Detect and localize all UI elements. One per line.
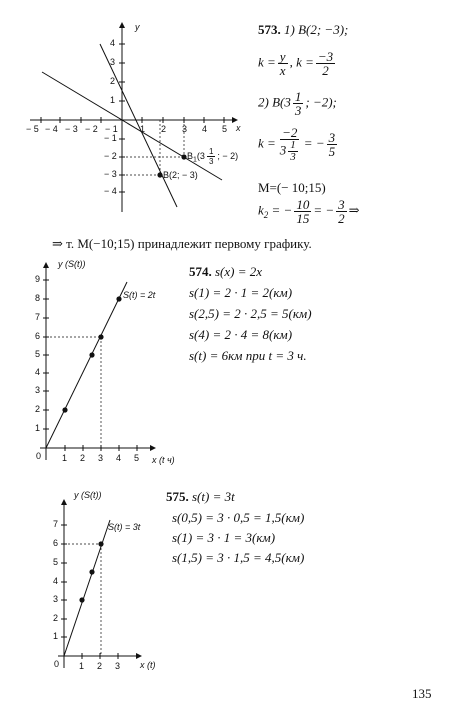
graph574-x-label: x (t ч) [152,455,175,465]
problem-573-conclusion: ⇒ т. M(−10;15) принадлежит первому графику. [52,236,312,251]
y-tick-m2: − 2 [104,151,117,161]
x-tick-1: 1 [140,124,146,134]
y-tick-m3: − 3 [104,169,117,179]
y575-7: 7 [53,519,59,529]
y575-5: 5 [53,557,59,567]
y574-3: 3 [35,385,41,395]
y575-1: 1 [53,631,59,641]
y575-6: 6 [53,538,59,548]
x574-1: 1 [62,453,68,463]
point-b-label: B(2; − 3) [163,170,198,180]
x575-3: 3 [115,661,121,671]
problem-574-line2: s(1) = 2 · 1 = 2(км) [189,285,293,300]
y-tick-4: 4 [110,38,116,48]
x-tick-m3: − 3 [65,124,78,134]
y-tick-3: 3 [110,57,116,67]
x574-5: 5 [134,453,140,463]
y574-8: 8 [35,293,41,303]
problem-573-k-formula: k = $\frac{y}{x}$ , k = $\frac{-3}{2}$ [258,49,334,78]
y574-0: 0 [36,451,42,461]
x-tick-4: 4 [202,124,208,134]
line-s3t [64,520,110,656]
page-number: 135 [412,686,432,701]
x575-2: 2 [97,661,103,671]
problem-574-line3: s(2,5) = 2 · 2,5 = 5(км) [189,306,312,321]
y575-3: 3 [53,594,59,604]
problem-575-line4: s(1,5) = 3 · 1,5 = 4,5(км) [172,550,305,565]
x-tick-3: 3 [182,124,188,134]
problem-574-line1: 574. s(x) = 2x [189,264,263,279]
x574-3: 3 [98,453,104,463]
x574-2: 2 [80,453,86,463]
y-tick-m4: − 4 [104,186,117,196]
graph575-line-label: S(t) = 3t [108,522,141,532]
y575-2: 2 [53,613,59,623]
problem-574-line4: s(4) = 2 · 4 = 8(км) [189,327,293,342]
y-tick-1: 1 [110,95,116,105]
graph575-x-label: x (t) [140,660,156,670]
x575-1: 1 [79,661,85,671]
y574-6: 6 [35,331,41,341]
problem-575-line2: s(0,5) = 3 · 0,5 = 1,5(км) [172,510,305,525]
graph574-y-label: y (S(t)) [58,259,86,269]
graph574-line-label: S(t) = 2t [123,290,156,300]
y574-4: 4 [35,367,41,377]
y574-7: 7 [35,312,41,322]
problem-574-line5: s(t) = 6км при t = 3 ч. [189,348,307,363]
x-tick-2: 2 [161,124,167,134]
x-tick-m4: − 4 [45,124,58,134]
y-tick-2: 2 [110,76,116,86]
x574-4: 4 [116,453,122,463]
x-tick-5: 5 [222,124,228,134]
y-tick-m1: − 1 [104,133,117,143]
y574-2: 2 [35,404,41,414]
x-tick-m2: − 2 [85,124,98,134]
x-tick-m5: − 5 [26,124,39,134]
graph575-y-label: y (S(t)) [74,490,102,500]
y575-4: 4 [53,576,59,586]
problem-573-m: M=(− 10;15) [258,180,326,195]
point-b1-label: $B_1(3$ $\frac{1}{3}$ ; − 2) [187,147,239,166]
graph573-x-label: x [236,123,241,133]
y574-9: 9 [35,274,41,284]
problem-575-line3: s(1) = 3 · 1 = 3(км) [172,530,276,545]
problem-573-k3: k = −2 3 $\frac{1}{3}$ = − $\frac{3}{5}$ [258,125,336,163]
y574-1: 1 [35,423,41,433]
x-tick-m1: − 1 [105,124,118,134]
graph573-y-label: y [135,22,140,32]
problem-575-line1: 575. s(t) = 3t [166,489,235,504]
y574-5: 5 [35,349,41,359]
y575-0: 0 [54,659,60,669]
problem-573-header: 573. 1) B(2; −3); [258,22,349,37]
problem-573-item2: 2) B(3 $\frac{1}{3}$ ; −2); [258,89,337,118]
problem-573-k2: $k_2$ = − $\frac{10}{15}$ = − $\frac{3}{2}$ ⇒ [258,197,360,226]
